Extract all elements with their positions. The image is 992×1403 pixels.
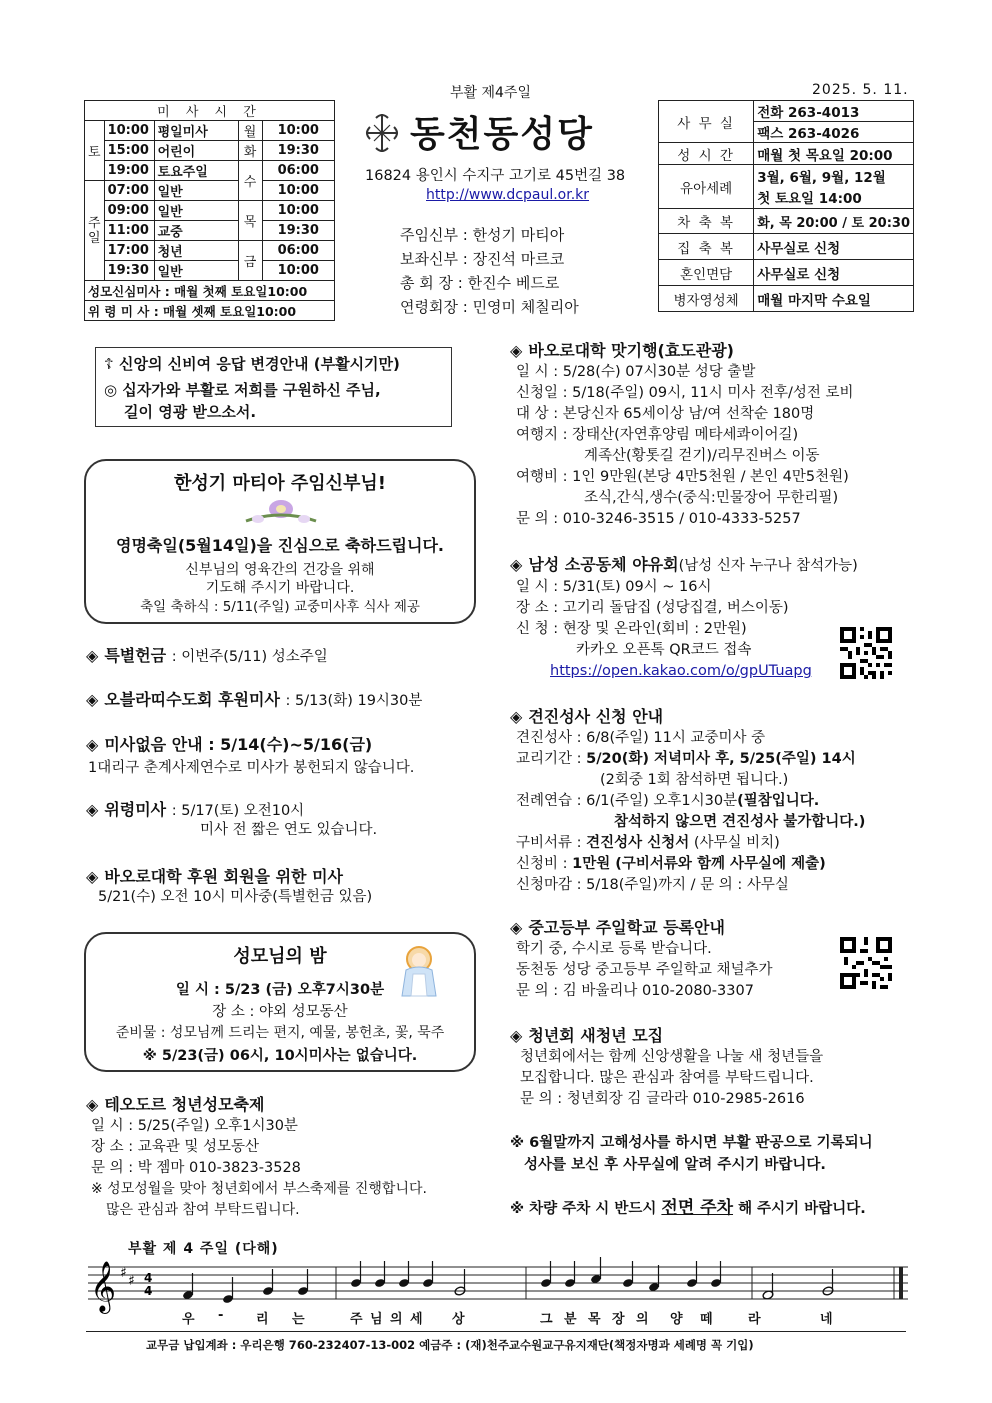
mystery-of-faith-notice (95, 347, 452, 427)
lyric-syllable: 장 (612, 1312, 625, 1327)
office-label: 집 축 복 (659, 234, 754, 260)
item-text: 신 청 : 현장 및 온라인(회비 : 2만원) (516, 621, 747, 637)
notice-line: 길이 영광 받으소서. (124, 403, 257, 421)
mass-time: 17:00 (104, 241, 154, 261)
item-title: 특별헌금 (104, 646, 167, 665)
item-text: 청년회에서는 함께 신앙생활을 나눌 새 청년들을 (520, 1049, 824, 1065)
lyric-syllable: 우 (182, 1312, 195, 1327)
staff-name: 한진수 베드로 (467, 274, 560, 292)
sunday-label: 주일 (85, 181, 105, 281)
staff-name: 장진석 마르코 (472, 250, 565, 268)
weekday-label: 금 (238, 241, 262, 281)
weekday-time: 10:00 (262, 181, 334, 201)
weekday-label: 화 (238, 141, 262, 161)
weekday-time: 19:30 (262, 141, 334, 161)
office-value: 첫 토요일 14:00 (754, 187, 914, 209)
lyric-syllable: - (218, 1308, 224, 1323)
sunday-school-title (510, 917, 725, 939)
item-text: 대 상 : 본당신자 65세이상 남/여 선착순 180명 (516, 406, 815, 422)
item-title: 남성 소공동체 야유회 (528, 555, 679, 574)
item-title: 바오로대학 후원 회원을 위한 미사 (104, 867, 343, 886)
weekday-time: 06:00 (262, 241, 334, 261)
diamond-bullet-icon: ◈ (510, 1026, 523, 1045)
lyric-syllable: 떼 (700, 1312, 713, 1327)
staff-role: 총 회 장 (400, 274, 454, 292)
lyric-syllable: 목 (588, 1312, 601, 1327)
lyric-syllable: 네 (820, 1312, 833, 1327)
item-value: 1만원 (구비서류와 함께 사무실에 제출) (572, 856, 826, 872)
week-label: 부활 제4주일 (450, 85, 531, 101)
mass-schedule-title: 미 사 시 간 (85, 101, 335, 121)
parking-notice (510, 1198, 866, 1220)
weekday-time: 10:00 (262, 261, 334, 281)
diamond-bullet-icon: ◈ (86, 646, 99, 665)
mass-time: 09:00 (104, 201, 154, 221)
saturday-label: 토 (85, 121, 105, 181)
item-text: 장 소 : 교육관 및 성모동산 (91, 1139, 260, 1155)
office-label: 차 축 복 (659, 209, 754, 234)
weekday-label: 목 (238, 201, 262, 241)
marian-mass-row: 성모신심미사 : 매월 첫째 토요일10:00 (85, 281, 335, 301)
svg-text:♯: ♯ (120, 1265, 127, 1281)
footer-account-info: 교무금 납입계좌 : 우리은행 760-232407-13-002 예금주 : (재)천주교수원교구유지재단(책정자명과 세례명 꼭 기입) (146, 1338, 754, 1352)
lyric-syllable: 의 (390, 1312, 403, 1327)
mass-name: 평일미사 (154, 121, 238, 141)
item-text: 일 시 : 5/31(토) 09시 ~ 16시 (516, 579, 712, 595)
item-text: 여행지 : 장태산(자연휴양림 메타세콰이어길) (516, 427, 799, 443)
parking-text: ※ 차량 주차 시 반드시 (510, 1201, 662, 1217)
office-label: 사 무 실 (659, 101, 754, 143)
item-text: 문 의 : 010-3246-3515 / 010-4333-5257 (516, 511, 801, 527)
notice-title: ☦ 신앙의 신비여 응답 변경안내 (부활시기만) (104, 355, 400, 373)
mass-time: 19:00 (104, 161, 154, 181)
mass-name: 교중 (154, 221, 238, 241)
feast-day-box (84, 459, 476, 624)
svg-text:𝄞: 𝄞 (90, 1261, 117, 1312)
item-text: 문 의 : 청년회장 김 글라라 010-2985-2616 (520, 1091, 805, 1107)
confirmation-fee (516, 854, 826, 875)
staff-list (400, 223, 579, 319)
item-note: (남성 신자 누구나 참석가능) (678, 558, 858, 574)
weekday-label: 월 (238, 121, 262, 141)
diamond-bullet-icon: ◈ (510, 707, 523, 726)
mass-time: 10:00 (104, 121, 154, 141)
feast-line: 신부님의 영육간의 건강을 위해 (185, 562, 375, 578)
lyric-syllable: 라 (748, 1312, 761, 1327)
item-text: 5/21(수) 오전 10시 미사중(특별헌금 있음) (98, 889, 373, 905)
item-text: 견진성사 : 6/8(주일) 11시 교중미사 중 (516, 730, 766, 746)
item-label: 전례연습 : 6/1(주일) 오후1시30분 (516, 793, 738, 809)
item-text: : 이번주(5/11) 성소주일 (171, 649, 328, 665)
svg-text:♯: ♯ (128, 1273, 135, 1289)
diamond-bullet-icon: ◈ (510, 918, 523, 937)
item-text: 조식,간식,생수(중식:민물장어 무한리필) (584, 490, 839, 506)
item-text: 미사 전 짧은 연도 있습니다. (200, 822, 378, 838)
item-text: : 5/13(화) 19시30분 (285, 693, 423, 709)
item-title: 청년회 새청년 모집 (528, 1026, 664, 1045)
cross-logo-icon (362, 110, 402, 156)
office-value: 화, 목 20:00 / 토 20:30 (754, 209, 914, 234)
staff-name: 한성기 마티아 (472, 226, 565, 244)
lyric-syllable: 양 (670, 1312, 683, 1327)
office-value: 3월, 6월, 9월, 12월 (754, 165, 914, 187)
lyric-syllable: 세 (410, 1312, 423, 1327)
item-text: ※ 성모성월을 맞아 청년회에서 부스축제를 진행합니다. (91, 1181, 427, 1197)
mass-time: 11:00 (104, 221, 154, 241)
item-title: 오블라띠수도회 후원미사 (104, 690, 280, 709)
lyric-syllable: 리 (256, 1312, 269, 1327)
hymn-lyrics (160, 1308, 880, 1326)
qr-code-icon (840, 627, 892, 679)
trip-title (510, 340, 734, 362)
item-text: 카카오 오픈톡 QR코드 접속 (576, 642, 752, 658)
lyric-syllable: 주 (350, 1312, 363, 1327)
no-mass-item (86, 734, 372, 756)
flower-bouquet-icon (236, 495, 326, 531)
marian-night-prep: 준비물 : 성모님께 드리는 편지, 예물, 봉헌초, 꽃, 묵주 (115, 1025, 445, 1041)
staff-role: 보좌신부 (400, 250, 458, 268)
diamond-bullet-icon: ◈ (86, 1095, 99, 1114)
item-title: 견진성사 신청 안내 (528, 707, 664, 726)
feast-line: 축일 축하식 : 5/11(주일) 교중미사후 식사 제공 (140, 599, 420, 615)
qr-code-icon (840, 937, 892, 989)
weekday-time: 10:00 (262, 121, 334, 141)
mass-name: 어린이 (154, 141, 238, 161)
staff-row: 연령회장 : 민영미 체칠리아 (400, 298, 579, 316)
weekday-time: 10:00 (262, 201, 334, 221)
marian-night-title: 성모님의 밤 (233, 946, 327, 967)
item-text: 많은 관심과 참여 부탁드립니다. (106, 1202, 300, 1218)
paul-college-mass-item (86, 866, 343, 888)
office-label: 유아세례 (659, 165, 754, 209)
diamond-bullet-icon: ◈ (86, 800, 99, 819)
confirmation-class-period (516, 749, 856, 770)
mass-time: 15:00 (104, 141, 154, 161)
parking-emphasis: 전면 주차 (661, 1198, 734, 1218)
staff-role: 연령회장 (400, 298, 458, 316)
lyric-syllable: 의 (636, 1312, 649, 1327)
feast-line: 기도해 주시기 바랍니다. (205, 580, 355, 596)
office-value: 전화 263-4013 (754, 101, 914, 122)
confession-notice: ※ 6월말까지 고해성사를 하시면 부활 판공으로 기록되니 (510, 1135, 873, 1151)
confirmation-title (510, 706, 663, 728)
item-text: 문 의 : 박 젬마 010-3823-3528 (91, 1160, 301, 1176)
mass-name: 일반 (154, 261, 238, 281)
kakao-openchat-link[interactable]: https://open.kakao.com/o/gpUTuapg (550, 663, 812, 679)
men-picnic-title (510, 554, 858, 577)
school-channel-qr-code[interactable] (840, 937, 892, 989)
notice-line: ◎ 십자가와 부활로 저희를 구원하신 주님, (104, 381, 381, 399)
issue-date: 2025. 5. 11. (812, 82, 909, 98)
weekday-label: 수 (238, 161, 262, 201)
diamond-bullet-icon: ◈ (510, 555, 523, 574)
confirmation-rehearsal (516, 791, 819, 812)
church-name: 동천동성당 (410, 114, 594, 155)
mass-name: 토요주일 (154, 161, 238, 181)
item-text: 일 시 : 5/28(수) 07시30분 성당 출발 (516, 364, 756, 380)
hymn-title: 부활 제 4 주일 (다해) (128, 1241, 279, 1257)
weekday-time: 19:30 (262, 221, 334, 241)
footer-divider (86, 1331, 906, 1332)
confirmation-documents (516, 833, 780, 854)
music-staff (88, 1255, 908, 1315)
item-text: 신청일 : 5/18(주일) 09시, 11시 미사 전후/성전 로비 (516, 385, 854, 401)
item-text: 1대리구 춘계사제연수로 미사가 봉헌되지 않습니다. (88, 760, 415, 776)
item-label: 신청비 : (516, 856, 573, 872)
mass-time: 07:00 (104, 181, 154, 201)
diamond-bullet-icon: ◈ (86, 735, 99, 754)
item-text: 문 의 : 김 바울리나 010-2080-3307 (516, 983, 754, 999)
item-text: (2회중 1회 참석하면 됩니다.) (600, 772, 789, 788)
lyric-syllable: 분 (564, 1312, 577, 1327)
requiem-mass-item (86, 799, 304, 822)
item-text: 동천동 성당 중고등부 주일학교 채널추가 (516, 962, 773, 978)
staff-row: 보좌신부 : 장진석 마르코 (400, 250, 565, 268)
feast-title: 한성기 마티아 주임신부님! (173, 473, 386, 494)
office-value: 매월 첫 목요일 20:00 (754, 143, 914, 165)
item-title: 바오로대학 맛기행(효도관광) (528, 341, 734, 360)
weekday-time: 06:00 (262, 161, 334, 181)
item-text: 모집합니다. 많은 관심과 참여를 부탁드립니다. (520, 1070, 814, 1086)
item-title: 미사없음 안내 : 5/14(수)~5/16(금) (104, 735, 373, 754)
mass-time: 19:30 (104, 261, 154, 281)
item-value: 견진성사 신청서 (586, 835, 690, 851)
special-offering-item (86, 645, 328, 668)
lyric-syllable: 그 (540, 1312, 553, 1327)
marian-night-note: ※ 5/23(금) 06시, 10시미사는 없습니다. (142, 1048, 418, 1064)
office-value: 매월 마지막 수요일 (754, 286, 914, 312)
theodore-festival-title (86, 1094, 264, 1116)
lyric-syllable: 는 (292, 1312, 305, 1327)
diamond-bullet-icon: ◈ (86, 867, 99, 886)
item-value: (필참입니다. (737, 793, 820, 809)
marian-night-place: 장 소 : 야외 성모동산 (212, 1004, 348, 1020)
office-label: 성 시 간 (659, 143, 754, 165)
lyric-syllable: 님 (370, 1312, 383, 1327)
office-info-table (658, 100, 914, 312)
item-text: 일 시 : 5/25(주일) 오후1시30분 (91, 1118, 298, 1134)
staff-row: 총 회 장 : 한진수 베드로 (400, 274, 560, 292)
office-value: 사무실로 신청 (754, 260, 914, 286)
staff-row: 주임신부 : 한성기 마티아 (400, 226, 565, 244)
item-text: 장 소 : 고기리 돌담집 (성당집결, 버스이동) (516, 600, 789, 616)
item-title: 테오도르 청년성모축제 (104, 1095, 265, 1114)
mass-name: 일반 (154, 201, 238, 221)
item-label: 구비서류 : (516, 835, 587, 851)
office-label: 혼인면담 (659, 260, 754, 286)
parking-text: 해 주시기 바랍니다. (733, 1201, 866, 1217)
marian-night-date: 일 시 : 5/23 (금) 오후7시30분 (175, 982, 385, 998)
item-label: 교리기간 : (516, 751, 587, 767)
item-text: 참석하지 않으면 견진성사 불가합니다.) (614, 814, 866, 830)
svg-text:4: 4 (144, 1271, 153, 1285)
item-text: 신청마감 : 5/18(주일)까지 / 문 의 : 사무실 (516, 877, 789, 893)
church-website-link[interactable]: http://www.dcpaul.or.kr (426, 187, 590, 203)
item-note: (사무실 비치) (689, 835, 780, 851)
item-text: : 5/17(토) 오전10시 (171, 803, 305, 819)
item-title: 중고등부 주일학교 등록안내 (528, 918, 725, 937)
confession-notice: 성사를 보신 후 사무실에 알려 주시기 바랍니다. (524, 1157, 826, 1173)
item-title: 위령미사 (104, 800, 167, 819)
staff-role: 주임신부 (400, 226, 458, 244)
feast-message: 영명축일(5월14일)을 진심으로 축하드립니다. (116, 536, 444, 555)
requiem-mass-row: 위 령 미 사 : 매월 셋째 토요일10:00 (85, 301, 335, 321)
lyric-syllable: 상 (452, 1312, 465, 1327)
item-text: 여행비 : 1인 9만원(본당 4만5천원 / 본인 4만5천원) (516, 469, 849, 485)
diamond-bullet-icon: ◈ (86, 690, 99, 709)
staff-name: 민영미 체칠리아 (472, 298, 579, 316)
item-value: 5/20(화) 저녁미사 후, 5/25(주일) 14시 (586, 751, 856, 767)
marian-night-box (84, 932, 476, 1072)
item-text: 학기 중, 수시로 등록 받습니다. (516, 941, 712, 957)
office-value: 사무실로 신청 (754, 234, 914, 260)
mass-name: 청년 (154, 241, 238, 261)
diamond-bullet-icon: ◈ (510, 341, 523, 360)
kakao-qr-code[interactable] (840, 627, 892, 679)
youth-recruit-title (510, 1025, 663, 1047)
item-text: 계족산(황톳길 걷기)/리무진버스 이동 (584, 448, 820, 464)
office-value: 팩스 263-4026 (754, 122, 914, 143)
mass-name: 일반 (154, 181, 238, 201)
mass-schedule-table (84, 100, 335, 321)
svg-text:4: 4 (144, 1284, 153, 1298)
oblate-mass-item (86, 689, 422, 712)
office-label: 병자영성체 (659, 286, 754, 312)
church-address: 16824 용인시 수지구 고기로 45번길 38 (365, 168, 626, 184)
